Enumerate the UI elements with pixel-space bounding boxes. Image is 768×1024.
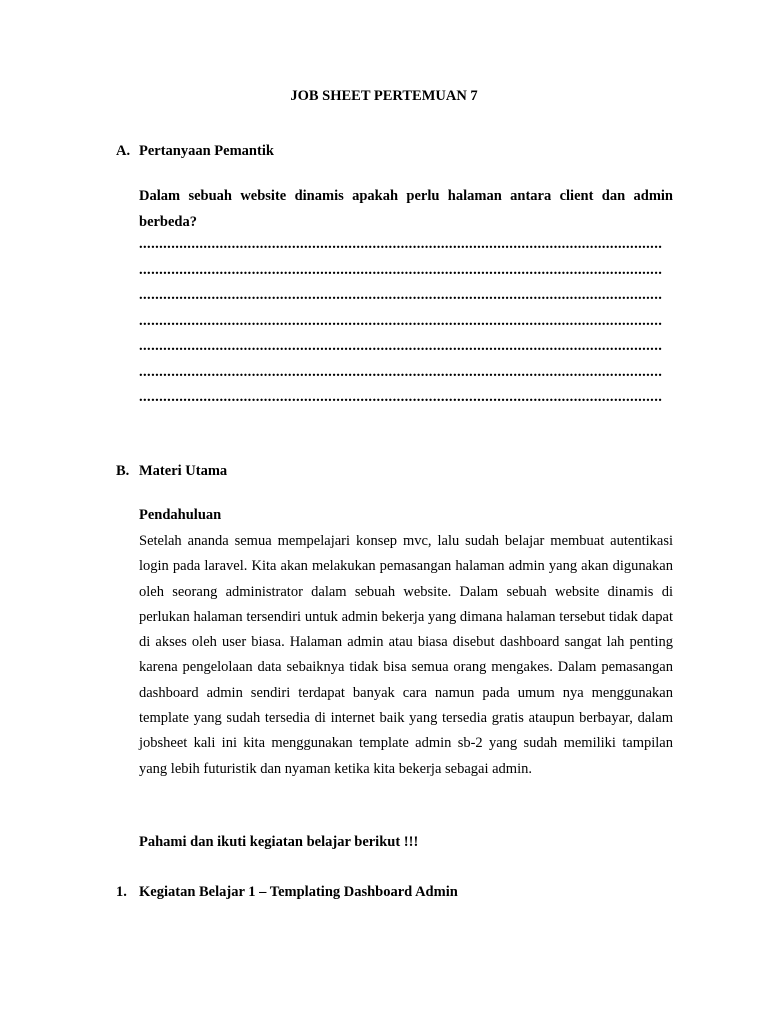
answer-line: .................................................................................................................................. [139,389,663,405]
activity-1-heading [116,884,458,901]
answer-line: .................................................................................................................................. [139,312,663,329]
activity-1-title: Kegiatan Belajar 1 – Templating Dashboard Admin [139,884,458,900]
section-a-heading [116,143,274,160]
section-b-title: Materi Utama [139,463,228,479]
page-title: JOB SHEET PERTEMUAN 7 [290,88,478,104]
trigger-question: Dalam sebuah website dinamis apakah perlu halaman antara client dan admin berbeda? [139,188,673,230]
section-b-marker: B. [116,463,130,479]
activity-1-marker: 1. [116,884,127,900]
instruction-text: Pahami dan ikuti kegiatan belajar berikut !!! [139,834,419,850]
answer-line: .................................................................................................................................. [139,236,663,252]
introduction-paragraph: Setelah ananda semua mempelajari konsep mvc, lalu sudah belajar membuat autentikasi login pada laravel. Kita akan melakukan pemasangan halaman admin yang akan digunakan oleh seorang administrator dalam sebuah website. Dalam sebuah website dinamis di perlukan halaman tersendiri untuk admin bekerja yang dimana halaman tersebut tidak dapat di akses oleh user biasa. Halaman admin atau biasa disebut dashboard sangat lah penting karena pengelolaan data sebaiknya tidak bisa semua orang mengakes. Dalam pemasangan dashboard admin sendiri terdapat banyak cara namun pada umum nya menggunakan template yang sudah tersedia di internet baik yang tersedia gratis ataupun berbayar, dalam jobsheet kali ini kita menggunakan template admin sb-2 yang sudah memiliki tampilan yang lebih futuristik dan nyaman ketika kita bekerja sebagai admin. [139,533,673,777]
introduction-subheading: Pendahuluan [139,507,222,523]
answer-line: .................................................................................................................................. [139,261,663,278]
section-a-marker: A. [116,143,131,159]
section-b-heading [116,463,227,480]
answer-line: .................................................................................................................................. [139,363,663,380]
answer-line: .................................................................................................................................. [139,338,663,354]
answer-line: .................................................................................................................................. [139,287,663,303]
section-a-title: Pertanyaan Pemantik [139,143,274,159]
